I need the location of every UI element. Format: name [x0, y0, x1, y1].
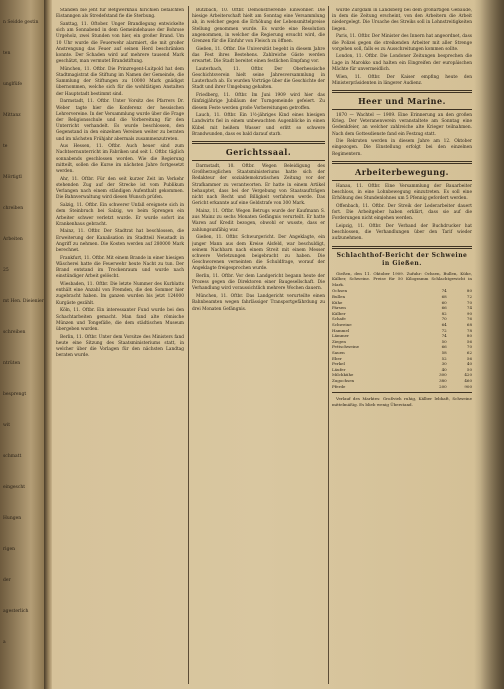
market-price: 80 — [466, 288, 472, 294]
fragment-line: schreiben — [3, 330, 26, 335]
fragment-line: rigen — [3, 547, 16, 552]
section-rule — [332, 180, 472, 181]
market-price: 50 — [441, 338, 447, 344]
market-item: Fettschweine — [332, 344, 360, 350]
article-paragraph: Mainz, 11. Oftbr. Der Stadtrat hat beschlossen, die Erweiterung der Kanalisation im Stadtteil Neustadt in Angriff zu nehmen. Die Kosten werden auf 280000 Mark berechnet. — [56, 229, 184, 254]
section-rule — [332, 246, 472, 249]
market-price: 76 — [466, 316, 472, 322]
column-2 — [192, 8, 325, 683]
fragment-line: wit — [3, 423, 11, 428]
market-price: 80 — [466, 333, 472, 339]
fragment-line: schmatt — [3, 454, 22, 459]
column-3-news — [332, 8, 472, 87]
article-paragraph: Hanau, 11. Oftbr. Eine Versammlung der Bauarbeiter beschloss, in eine Lohnbewegung einzutreten. Es soll eine Erhöhung des Stundenlohnes um 5 Pfennig gefordert werden. — [332, 183, 472, 202]
section-rule — [332, 90, 472, 93]
article-paragraph: Offenbach, 11. Oftbr. Der Streik der Lederarbeiter dauert fort. Die Arbeitgeber haben erklärt, dass sie auf die Forderungen nicht eingehen werden. — [332, 203, 472, 222]
column-divider-1 — [188, 6, 189, 684]
market-item: Ferkel — [332, 361, 345, 367]
section-head-gerichtssaal: Gerichtssaal. — [225, 147, 292, 158]
article-paragraph: Gießen, 11. Oftbr. Die Universität begeht in diesem Jahre das Fest ihres Bestehens. Zahlreiche Gäste werden erwartet. Die Stadt bereitet einen festlichen Empfang vor. — [192, 46, 325, 65]
article-paragraph: Friedberg, 11. Oftbr. Im Juni 1909 wird hier das fünfzigjährige Jubiläum der Turngemeinde gefeiert. Zu diesem Feste werden große Vorbereitungen getroffen. — [192, 93, 325, 111]
table-row — [332, 384, 472, 390]
section-rule — [192, 141, 325, 144]
column-1-articles — [56, 8, 184, 359]
section-rule — [332, 161, 472, 164]
market-item: Kälber — [332, 310, 346, 316]
labor-news — [332, 184, 472, 243]
fragment-line: mt Hen. Dieienier — [3, 299, 44, 304]
market-price: 70 — [441, 316, 447, 322]
market-price: 74 — [441, 333, 447, 339]
market-price: 30 — [441, 361, 447, 367]
market-price: 420 — [464, 372, 472, 378]
market-price: 68 — [441, 294, 447, 299]
market-price: 56 — [466, 355, 472, 361]
article-paragraph: München, 11. Oftbr. Das Landgericht verurteilte einen Bahnbeamten wegen fahrlässiger Transportgefährdung zu drei Monaten Gefängnis. — [192, 294, 325, 312]
market-price: 50 — [466, 366, 472, 372]
article-paragraph: wurde Zurgdam in Landsberg bei dem großartigen Gebäude, in dem die Zeitung erscheint, von den Arbeitern die Arbeit niedergelegt. Die Ursache des Streiks soll in Lohnstreitigkeiten liegen. — [332, 8, 472, 32]
military-news — [332, 113, 472, 158]
section-head-arbeiterbewegung: Arbeiterbewegung. — [355, 166, 449, 177]
binding-gutter — [44, 0, 52, 689]
article-paragraph: Berlin, 11. Oftbr. Unter dem Vorsitze des Ministers fand heute eine Sitzung des Staatsministeriums statt, in welcher über die Vorlagen für den nächsten Landtag beraten wurde. — [56, 334, 184, 359]
column-1 — [56, 8, 184, 683]
market-item: Pferde — [332, 383, 346, 389]
market-item: Schweine — [332, 321, 352, 327]
article-paragraph: Paris, 11. Oftbr. Der Minister des Innern hat angeordnet, dass die Polizei gegen die streikenden Arbeiter mit aller Strenge vorgehen soll, falls es zu Ausschreitungen kommen sollte. — [332, 34, 472, 52]
market-item: Kühe — [332, 299, 343, 305]
market-price: 78 — [466, 327, 472, 333]
market-price: 90 — [466, 310, 472, 316]
column-divider-2 — [328, 6, 329, 684]
fragment-line: ten — [3, 51, 11, 56]
market-price-table — [332, 288, 472, 389]
article-paragraph: München, 11. Oftbr. Die Prinzregent-Luitpold hat dem Stadtmagistrat die Stiftung im Namen der Gemeinde, die Sammlung der Stiftungen zu 10000 Mark gnädigst übernommen, welche sich für die wohltätigen Anstalten der Hauptstadt bestimmt sind. — [56, 66, 184, 97]
article-paragraph: 1870 — Wachtel — 1909. Eine Erinnerung an den großen Krieg. Der Veteranenverein veranstaltete am Sonntag eine Gedenkfeier, an welcher zahlreiche alte Krieger teilnahmen. Nach dem Gottesdienste fand ein Festzug statt. — [332, 112, 472, 137]
article-paragraph: Santtag, 11. Oftober. Unger Brandlegung entwickelte sich am Sonnabend in dem Gemeindehause der Bohrsse Urgeholz, zwei Stunden von hier, ein großer Brand. Um 10 Uhr wurde die Feuerwehr alarmiert, die mit großer Anstrengung das Feuer auf seinen Herd beschränken konnte. Der Schaden wird auf mehrere tausend Mark geschätzt, man vermutet Brandstiftung. — [56, 21, 184, 65]
article-paragraph: Lauch, 11. Oftbr. Ein 1½-jähriges Kind eines hiesigen Landwirts fiel in einem unbewachten Augenblicke in einen Kübel mit heißem Wasser und erlitt so schwere Brandwunden, dass es bald darauf starb. — [192, 113, 325, 137]
market-footer: Verlauf des Marktes: Großvieh ruhig, Kälber lebhaft, Schweine mittelmäßig. Es blieb wenig Überstand. — [332, 396, 472, 407]
market-item: Ziegen — [332, 338, 346, 344]
article-paragraph: Salzig, 11. Oftbr. Ein schwerer Unfall ereignete sich in dem Steinbruch bei Salzig, wo beim Sprengen ein Arbeiter schwer verletzt wurde. Er wurde sofort ins Krankenhaus gebracht. — [56, 203, 184, 227]
section-head-schlachthof: Schlachthof-Bericht der Schweine in Gießen. — [336, 251, 468, 267]
column-3 — [332, 8, 472, 683]
market-price: 40 — [466, 361, 472, 367]
market-price: 460 — [464, 377, 472, 383]
market-item: Hammel — [332, 327, 350, 333]
market-price: 62 — [466, 349, 472, 355]
market-item: Läufer — [332, 366, 346, 372]
market-price: 52 — [441, 355, 447, 361]
article-paragraph: Ständen bie jeht für Betgwerkhau hirichien befalchfen Eistanngen als Stredefstand fie die Sterbung. — [56, 8, 184, 20]
article-paragraph: Darmstadt, 11. Oftbr. Unter Vorsitz des Pfarrers Dr. Weber tagte hier die Konferenz der hessischen Lehrervereine. In der Versammlung wurde über die Frage der Religionsschule und die Vorbereitung für den Unterricht verhandelt. Es wurde beschlossen, den Gegenstand in den einzelnen Vereinen weiter zu beraten und im nächsten Frühjahr abermals zusammenzutreten. — [56, 99, 184, 142]
article-paragraph: Aus Hessen, 11. Oftbr. Auch heuer sind zum Nachtsernunterricht im Fabriken und seit 1. Oftbr. täglich sonnabends geschlossen worden. Wie die Regierung mitteilt, sollen die Kurse im nächsten Jahre fortgesetzt werden. — [56, 144, 184, 175]
market-price: 64 — [441, 321, 447, 327]
market-price: 200 — [439, 383, 447, 389]
market-price: 300 — [439, 372, 447, 378]
article-paragraph: Mainz, 11. Oftbr. Wegen Betrugs wurde der Kaufmann S. aus Mainz zu sechs Monaten Gefängnis verurteilt. Er hatte Waren auf Kredit bezogen, obwohl er wusste, dass er zahlungsunfähig war. — [192, 208, 325, 233]
market-item: Lämmer — [332, 333, 349, 339]
fragment-line: besprengt — [3, 392, 27, 397]
fragment-line: Hungen — [3, 516, 22, 521]
article-paragraph: Ahr, 11. Oftbr. Für den seit kurzer Zeit im Verkehr stehenden Zug auf der Strecke ist vom Publikum Verlangen nach einem ständigen Aufenthalt gekommen. Die Bahnverwaltung wird diesen Wunsch prüfen. — [56, 176, 184, 201]
market-price: 68 — [466, 321, 472, 327]
section-head-heer-marine: Heer und Marine. — [358, 95, 446, 106]
article-paragraph: Gießen, 11. Oftbr. Schwurgericht. Der Angeklagte, ein junger Mann aus dem Kreise Alsfeld, war beschuldigt, seinem Nachbarn nach einem Streit mit einem Messer schwere Verletzungen beigebracht zu haben. Die Geschworenen verneinten die Schuldfrage, worauf der Angeklagte freigesprochen wurde. — [192, 235, 325, 272]
article-paragraph: Butzbach, 10. Oftbr. Demonstrierende Einwohner. Die hiesige Arbeiterschaft hielt am Sonntag eine Versammlung ab, in welcher gegen die Erhöhung der Lebensmittelpreise Stellung genommen wurde. Es wurde eine Resolution angenommen, in welcher die Regierung ersucht wird, die Grenzen für die Einfuhr von Fleisch zu öffnen. — [192, 8, 325, 45]
section-rule — [332, 109, 472, 110]
fragment-line: te — [3, 144, 8, 149]
market-price: 40 — [441, 366, 447, 372]
market-price: 72 — [441, 327, 447, 333]
market-price: 70 — [466, 299, 472, 305]
article-paragraph: Berlin, 11. Oftbr. Vor dem Landgericht begann heute der Prozess gegen die Direktoren einer Baugesellschaft. Die Verhandlung wird voraussichtlich mehrere Wochen dauern. — [192, 274, 325, 292]
page-edge-shadow — [474, 0, 504, 689]
fragment-line: eingescht — [3, 485, 26, 490]
court-reports — [192, 164, 325, 313]
market-price: 900 — [464, 383, 472, 389]
column-2-articles — [192, 8, 325, 138]
market-price: 74 — [441, 288, 447, 294]
article-paragraph: Wien, 11. Oftbr. Der Kaiser empfing heute den Ministerpräsidenten in längerer Audienz. — [332, 74, 472, 86]
article-paragraph: Darmstadt, 10. Oftbr. Wegen Beleidigung des Großherzoglichen Staatsministeriums hatte sich der Redakteur der sozialdemokratischen Zeitung vor der Strafkammer zu verantworten. Er hatte in einem Artikel behauptet, dass bei der Vergebung von Staatsaufträgen nicht nach Recht und Billigkeit verfahren werde. Das Gericht erkannte auf eine Geldstrafe von 300 Mark. — [192, 164, 325, 207]
market-item: Zugochsen — [332, 377, 355, 383]
market-item: Bullen — [332, 294, 346, 299]
market-intro: Gießen, den 11. Oktober 1909. Zufuhr: Ochsen, Bullen, Kühe, Kälber, Schweine. Preise für 50 Kilogramm Schlachtgewicht in Mark. — [332, 270, 472, 287]
fragment-line: Mittanz — [3, 113, 21, 118]
left-page-fragment — [0, 0, 44, 689]
article-paragraph: Die Rekruten werden in diesem Jahre am 12. Oktober eingezogen. Die Einstellung erfolgt bei den einzelnen Regimentern. — [332, 139, 472, 157]
market-price: 72 — [466, 294, 472, 299]
market-price: 66 — [441, 305, 447, 311]
fragment-line: unglfüfe — [3, 82, 23, 87]
market-price: 82 — [441, 310, 447, 316]
market-price: 66 — [441, 344, 447, 350]
section-rule — [192, 160, 325, 161]
fragment-line: der — [3, 578, 11, 583]
market-price: 56 — [466, 338, 472, 344]
market-price: 58 — [441, 349, 447, 355]
market-item: Sauen — [332, 349, 345, 355]
fragment-line: n Seidde gestin — [3, 20, 39, 25]
article-paragraph: Lauterbach, 11. Oftbr. Der Oberhessische Geschichtsverein hielt seine Jahresversammlung in Lauterbach ab. Es wurden Vorträge über die Geschichte der Stadt und ihrer Umgebung gehalten. — [192, 66, 325, 91]
market-price: 380 — [439, 377, 447, 383]
market-price: 74 — [466, 305, 472, 311]
market-item: Schafe — [332, 316, 346, 322]
market-item: Eber — [332, 355, 342, 361]
fragment-line: Arbeiten — [3, 237, 23, 242]
market-item: Milchkühe — [332, 372, 354, 378]
article-paragraph: Frankfurt, 11. Oftbr. Mit einem Brande in einer hiesigen Wäscherei hatte die Feuerwehr heute Nacht zu tun. Der Brand entstand im Trockenraum und wurde nach einstündiger Arbeit gelöscht. — [56, 255, 184, 280]
fragment-line: chreiben — [3, 206, 24, 211]
market-price: 60 — [441, 299, 447, 305]
article-paragraph: Köln, 11. Oftbr. Ein interessanter Fund wurde bei den Schachtarbeiten gemacht. Man fand alte römische Münzen und Tongefäße, die dem städtischen Museum übergeben wurden. — [56, 308, 184, 332]
market-item: Ochsen — [332, 288, 348, 294]
fragment-line: agesterlich — [3, 609, 29, 614]
market-item: Färsen — [332, 305, 346, 311]
article-paragraph: London, 11. Oftbr. Die Londoner Zeitungen besprechen die Lage in Marokko und halten ein Eingreifen der europäischen Mächte für unvermeidlich. — [332, 54, 472, 72]
market-price: 70 — [466, 344, 472, 350]
fragment-line: ntrüten — [3, 361, 21, 366]
article-paragraph: Leipzig, 11. Oftbr. Der Verband der Buchdrucker hat beschlossen, die Verhandlungen über den Tarif wieder aufzunehmen. — [332, 224, 472, 242]
fragment-line: Mörtigtl — [3, 175, 22, 180]
fragment-line: 25 — [3, 268, 9, 273]
fragment-line: a — [3, 640, 6, 645]
section-rule — [332, 392, 472, 393]
article-paragraph: Wiesbaden, 11. Oftbr. Die letzte Nummer des Kurblatts enthält eine Anzahl von Fremden, die den Sommer hier zugebracht haben. Im ganzen wurden bis jetzt 124000 Kurgäste gezählt. — [56, 282, 184, 306]
